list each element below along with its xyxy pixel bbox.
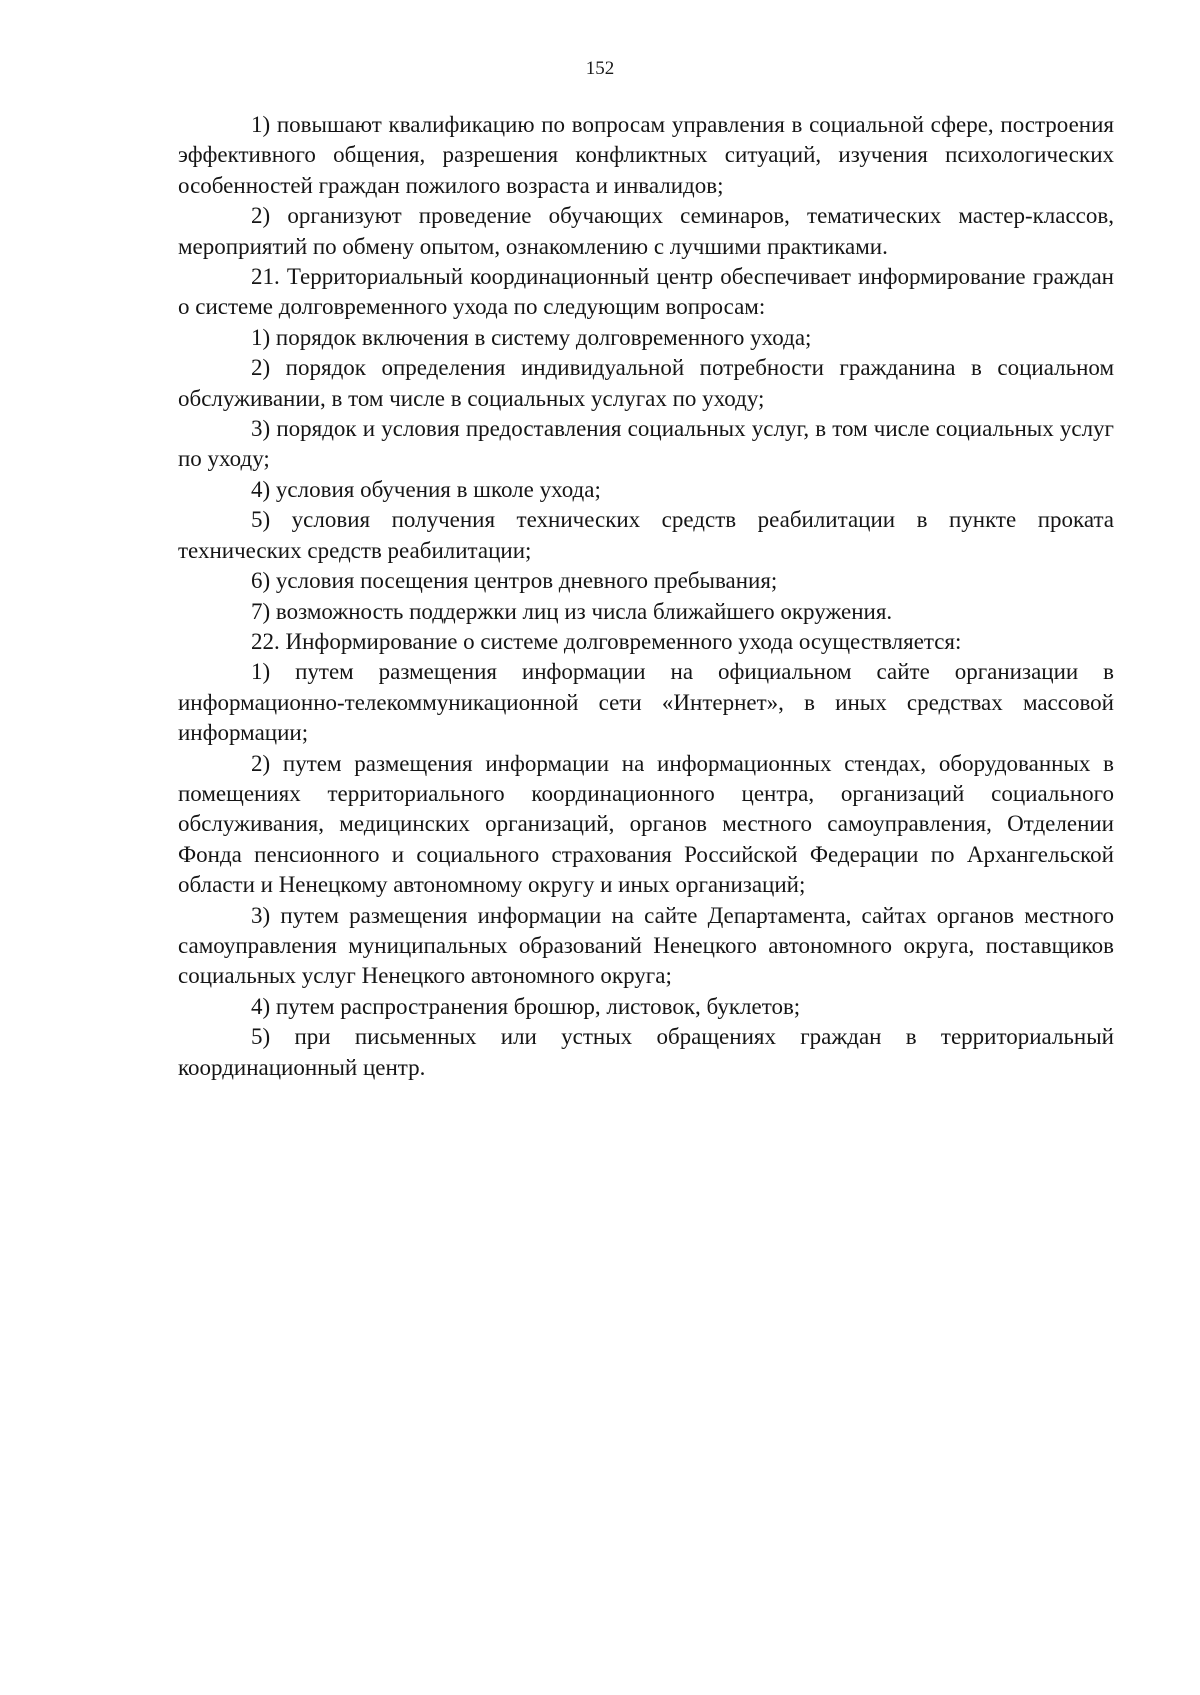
- paragraph-22-item-1: 1) путем размещения информации на официальном сайте организации в информационно-телекоммуникационной сети «Интернет», в иных средствах массовой информации;: [178, 659, 1114, 746]
- paragraph-22-item-2: 2) путем размещения информации на информационных стендах, оборудованных в помещениях территориального координационного центра, организаций социального обслуживания, медицинских организаций, органов местного самоуправления, Отделении Фонда пенсионного и социального страхования Российской Федерации по Архангельской области и Ненецкому автономному округу и иных организаций;: [178, 750, 1114, 898]
- paragraph-1-qualification: 1) повышают квалификацию по вопросам управления в социальной сфере, построения эффективного общения, разрешения конфликтных ситуаций, изучения психологических особенностей граждан пожилого возраста и инвалидов;: [178, 112, 1114, 198]
- paragraph-2-seminars: 2) организуют проведение обучающих семинаров, тематических мастер-классов, мероприятий по обмену опытом, ознакомлению с лучшими практиками.: [178, 203, 1114, 259]
- paragraph-21-item-5: 5) условия получения технических средств реабилитации в пункте проката технических средств реабилитации;: [178, 507, 1114, 563]
- paragraph-21-item-3: 3) порядок и условия предоставления социальных услуг, в том числе социальных услуг по уходу;: [178, 416, 1114, 472]
- paragraph-22-item-5: 5) при письменных или устных обращениях граждан в территориальный координационный центр.: [178, 1024, 1114, 1080]
- page-number: 152: [585, 58, 615, 79]
- paragraph-21-item-7: 7) возможность поддержки лиц из числа ближайшего окружения.: [251, 598, 893, 624]
- paragraph-clause-21: 21. Территориальный координационный центр обеспечивает информирование граждан о системе долговременного ухода по следующим вопросам:: [178, 264, 1114, 320]
- paragraph-21-item-1: 1) порядок включения в систему долговременного ухода;: [251, 324, 812, 350]
- paragraph-clause-22: 22. Информирование о системе долговременного ухода осуществляется:: [251, 628, 962, 654]
- document-body: [178, 110, 1114, 1083]
- paragraph-22-item-4: 4) путем распространения брошюр, листовок, буклетов;: [251, 993, 801, 1019]
- paragraph-21-item-2: 2) порядок определения индивидуальной потребности гражданина в социальном обслуживании, в том числе в социальных услугах по уходу;: [178, 355, 1114, 411]
- paragraph-21-item-4: 4) условия обучения в школе ухода;: [251, 476, 601, 502]
- paragraph-21-item-6: 6) условия посещения центров дневного пребывания;: [251, 568, 778, 594]
- paragraph-22-item-3: 3) путем размещения информации на сайте Департамента, сайтах органов местного самоуправления муниципальных образований Ненецкого автономного округа, поставщиков социальных услуг Ненецкого автономного округа;: [178, 902, 1114, 989]
